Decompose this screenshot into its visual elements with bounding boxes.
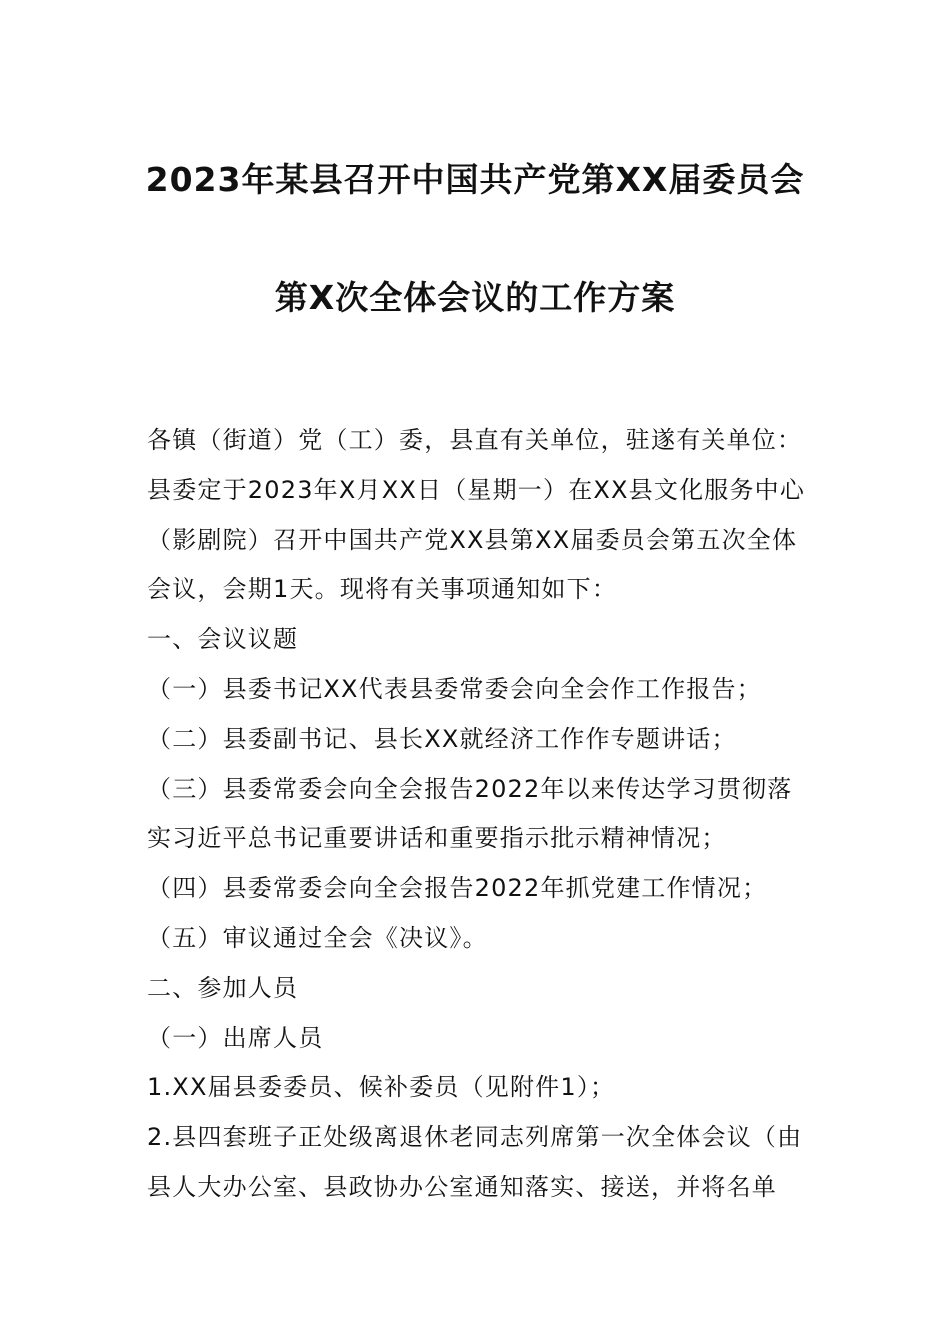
salutation: 各镇（街道）党（工）委，县直有关单位，驻遂有关单位： xyxy=(147,426,803,454)
attendee-item-1: 1.XX届县委委员、候补委员（见附件1）； xyxy=(147,1073,616,1102)
agenda-item-4: （四）县委常委会向全会报告2022年抓党建工作情况； xyxy=(147,874,768,903)
document-title-line-1: 2023年某县召开中国共产党第XX届委员会 xyxy=(145,160,805,199)
document-title-line-2: 第X次全体会议的工作方案 xyxy=(274,278,676,317)
document-body xyxy=(147,416,807,1213)
attendee-item-2: 2.县四套班子正处级离退休老同志列席第一次全体会议（由县人大办公室、县政协办公室通知落实、接送，并将名单 xyxy=(147,1123,803,1201)
agenda-item-5: （五）审议通过全会《决议》。 xyxy=(147,923,488,952)
agenda-item-3: （三）县委常委会向全会报告2022年以来传达学习贯彻落实习近平总书记重要讲话和重要指示批示精神情况； xyxy=(147,774,793,853)
section-heading-agenda: 一、会议议题 xyxy=(147,625,299,654)
agenda-item-1: （一）县委书记XX代表县委常委会向全会作工作报告； xyxy=(147,674,762,703)
agenda-item-2: （二）县委副书记、县长XX就经济工作作专题讲话； xyxy=(147,724,737,753)
section-heading-attendees: 二、参加人员 xyxy=(147,973,299,1002)
intro-paragraph: 县委定于2023年X月XX日（星期一）在XX县文化服务中心（影剧院）召开中国共产党XX县第XX届委员会第五次全体会议，会期1天。现将有关事项通知如下： xyxy=(147,475,806,604)
subsection-heading-attendees: （一）出席人员 xyxy=(147,1023,324,1052)
